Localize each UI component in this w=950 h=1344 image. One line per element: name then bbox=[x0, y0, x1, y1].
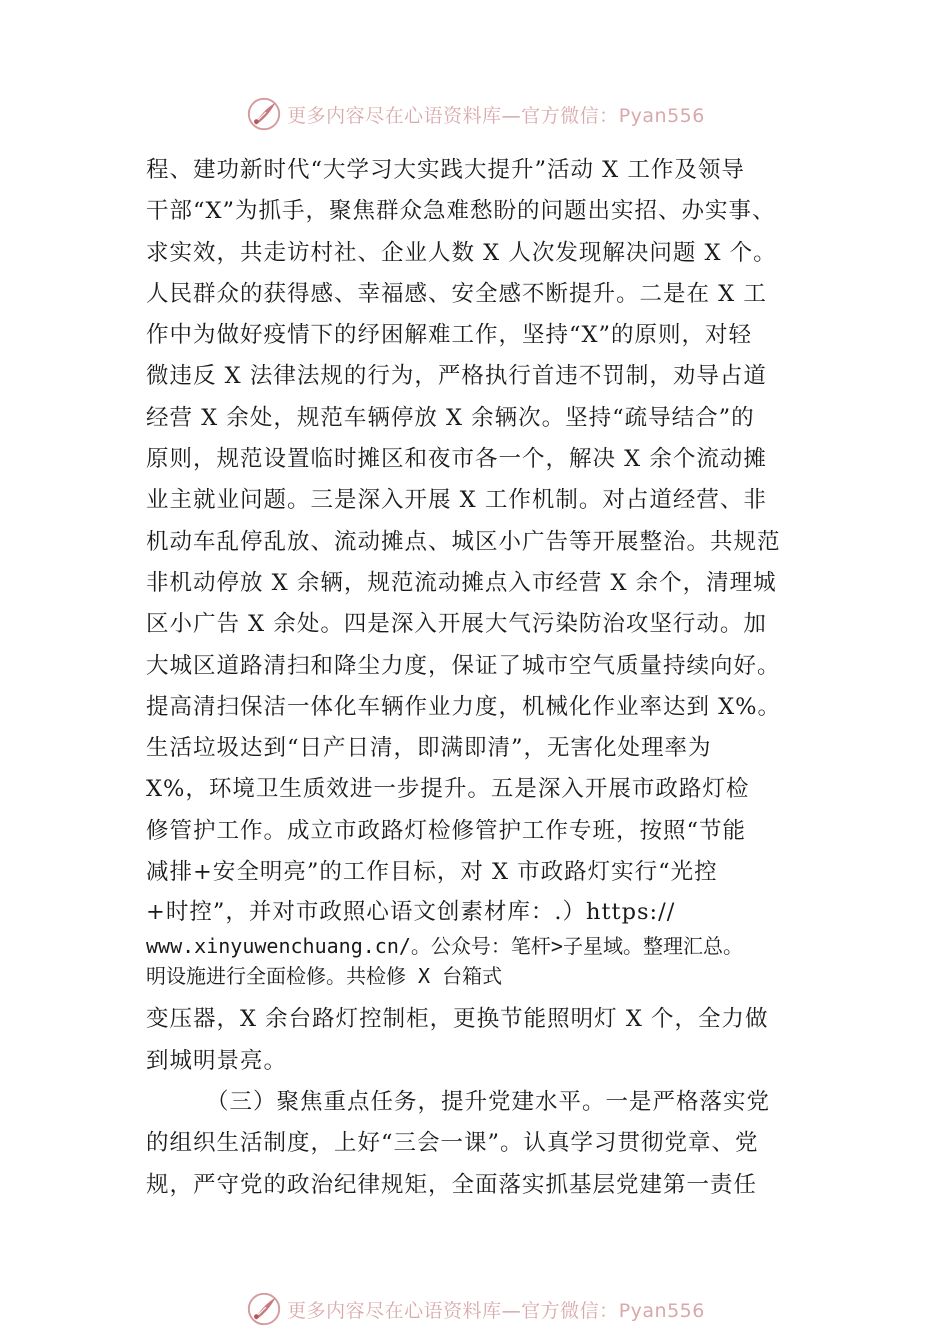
paragraph-line: X%，环境卫生质效进一步提升。五是深入开展市政路灯检 bbox=[146, 776, 750, 803]
watermark-label: 官方微信： bbox=[521, 104, 619, 127]
paragraph-line: 非机动停放 X 余辆，规范流动摊点入市经营 X 余个，清理城 bbox=[146, 569, 777, 596]
feather-pen-logo-icon bbox=[245, 95, 283, 133]
watermark-banner-bottom bbox=[0, 1287, 950, 1331]
paragraph-line: 业主就业问题。三是深入开展 X 工作机制。对占道经营、非 bbox=[146, 487, 767, 514]
feather-pen-logo-icon bbox=[245, 1290, 283, 1328]
paragraph-line: 求实效，共走访村社、企业人数 X 人次发现解决问题 X 个。 bbox=[146, 239, 777, 266]
paragraph-line: 机动车乱停乱放、流动摊点、城区小广告等开展整治。共规范 bbox=[146, 528, 781, 555]
watermark-label: 官方微信： bbox=[521, 1299, 619, 1322]
paragraph-line: 人民群众的获得感、幸福感、安全感不断提升。二是在 X 工 bbox=[146, 280, 767, 307]
paragraph-line: 程、建功新时代“大学习大实践大提升”活动 X 工作及领导 bbox=[146, 157, 745, 183]
paragraph-line: 作中为做好疫情下的纾困解难工作，坚持“X”的原则，对轻 bbox=[146, 322, 753, 349]
document-body bbox=[146, 150, 846, 1206]
watermark-text bbox=[287, 1296, 705, 1323]
watermark-wechat-id: Pyan556 bbox=[618, 104, 705, 127]
watermark-text bbox=[287, 101, 705, 128]
watermark-separator: — bbox=[501, 104, 522, 127]
watermark-main-text: 更多内容尽在心语资料库 bbox=[287, 1299, 502, 1322]
paragraph-line: 干部“X”为抓手，聚焦群众急难愁盼的问题出实招、办实事、 bbox=[146, 198, 776, 225]
section-heading-line: （三）聚焦重点任务，提升党建水平。一是严格落实党 bbox=[206, 1088, 771, 1115]
paragraph-line: 经营 X 余处，规范车辆停放 X 余辆次。坚持“疏导结合”的 bbox=[146, 404, 755, 431]
paragraph-line: 原则，规范设置临时摊区和夜市各一个，解决 X 余个流动摊 bbox=[146, 446, 767, 473]
watermark-banner-top bbox=[0, 92, 950, 136]
watermark-wechat-id: Pyan556 bbox=[618, 1299, 705, 1322]
paragraph-line: 的组织生活制度，上好“三会一课”。认真学习贯彻党章、党 bbox=[146, 1130, 759, 1157]
paragraph-line: 变压器，X 余台路灯控制柜，更换节能照明灯 X 个，全力做 bbox=[146, 1006, 769, 1033]
paragraph-line: +时控”，并对市政照心语文创素材库：.）https:// bbox=[146, 899, 676, 926]
watermark-separator: — bbox=[501, 1299, 522, 1322]
paragraph-line: 生活垃圾达到“日产日清，即满即清”，无害化处理率为 bbox=[146, 735, 712, 762]
paragraph-line-mono: www.xinyuwenchuang.cn/。公众号：笔杆>子星域。整理汇总。 bbox=[146, 934, 743, 959]
paragraph-line: 减排+安全明亮”的工作目标，对 X 市政路灯实行“光控 bbox=[146, 859, 718, 886]
paragraph-line: 提高清扫保洁一体化车辆作业力度，机械化作业率达到 X%。 bbox=[146, 693, 782, 720]
watermark-main-text: 更多内容尽在心语资料库 bbox=[287, 104, 502, 127]
paragraph-line: 微违反 X 法律法规的行为，严格执行首违不罚制，劝导占道 bbox=[146, 363, 767, 390]
paragraph-line: 区小广告 X 余处。四是深入开展大气污染防治攻坚行动。加 bbox=[146, 611, 767, 638]
paragraph-line: 修管护工作。成立市政路灯检修管护工作专班，按照“节能 bbox=[146, 817, 747, 844]
paragraph-line: 到城明景亮。 bbox=[146, 1047, 288, 1074]
paragraph-line-mono: 明设施进行全面检修。共检修 X 台箱式 bbox=[146, 964, 503, 989]
paragraph-line: 大城区道路清扫和降尘力度，保证了城市空气质量持续向好。 bbox=[146, 652, 781, 679]
paragraph-line: 规，严守党的政治纪律规矩，全面落实抓基层党建第一责任 bbox=[146, 1171, 758, 1198]
